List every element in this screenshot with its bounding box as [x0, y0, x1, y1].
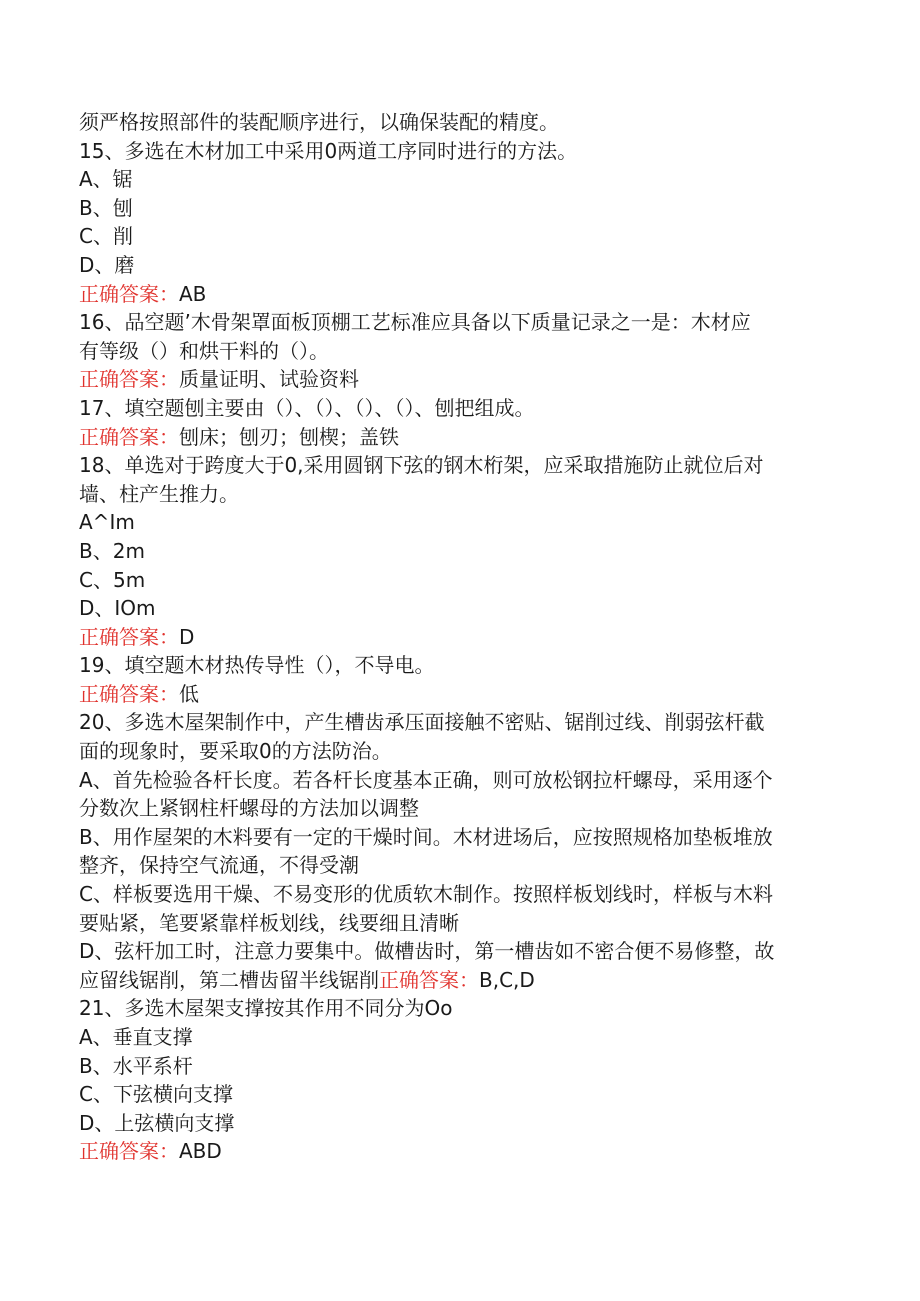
question-16-line-2: 有等级（）和烘干料的（）。 — [79, 338, 329, 363]
answer-label: 正确答案： — [79, 681, 179, 706]
question-15-option-b: B、刨 — [79, 195, 133, 220]
question-20-option-c-line-2: 要贴紧，笔要紧靠样板划线，线要细且清晰 — [79, 910, 459, 935]
question-15-option-d: D、磨 — [79, 252, 135, 277]
question-19: 19、填空题木材热传导性（），不导电。 — [79, 653, 435, 678]
answer-label: 正确答案： — [379, 967, 479, 992]
answer-value: 低 — [179, 681, 199, 706]
question-18-line-1: 18、单选对于跨度大于0,采用圆钢下弦的钢木桁架，应采取措施防止就位后对 — [79, 453, 764, 478]
question-18-answer — [79, 623, 839, 652]
question-19-answer — [79, 680, 839, 709]
question-21-answer — [79, 1137, 839, 1166]
question-17: 17、填空题刨主要由（）、（）、（）、（）、刨把组成。 — [79, 395, 535, 420]
answer-value: 刨床；刨刃；刨楔；盖铁 — [179, 424, 399, 449]
question-21-option-d: D、上弦横向支撑 — [79, 1110, 235, 1135]
answer-value: D — [179, 624, 195, 649]
document-body — [79, 108, 839, 1166]
question-18-option-c: C、5m — [79, 567, 146, 592]
option-d-tail: 应留线锯削，第二槽齿留半线锯削 — [79, 967, 379, 992]
question-20-line-1: 20、多选木屋架制作中，产生槽齿承压面接触不密贴、锯削过线、削弱弦杆截 — [79, 710, 765, 735]
answer-label: 正确答案： — [79, 624, 179, 649]
answer-value: AB — [179, 281, 207, 306]
question-21-option-c: C、下弦横向支撑 — [79, 1082, 233, 1107]
answer-value: 质量证明、试验资料 — [179, 367, 359, 392]
question-20-option-c-line-1: C、样板要选用干燥、不易变形的优质软木制作。按照样板划线时，样板与木料 — [79, 882, 773, 907]
question-16-answer — [79, 365, 839, 394]
question-20-option-a-line-2: 分数次上紧钢柱杆螺母的方法加以调整 — [79, 796, 419, 821]
question-20-line-2: 面的现象时，要采取0的方法防治。 — [79, 739, 392, 764]
answer-label: 正确答案： — [79, 281, 179, 306]
question-20-option-b-line-1: B、用作屋架的木料要有一定的干燥时间。木材进场后，应按照规格加垫板堆放 — [79, 824, 773, 849]
question-21: 21、多选木屋架支撑按其作用不同分为Oo — [79, 996, 453, 1021]
answer-label: 正确答案： — [79, 424, 179, 449]
question-20-option-d-line-1: D、弦杆加工时，注意力要集中。做槽齿时，第一槽齿如不密合便不易修整，故 — [79, 939, 775, 964]
question-21-option-b: B、水平系杆 — [79, 1053, 193, 1078]
question-20-option-b-line-2: 整齐，保持空气流通，不得受潮 — [79, 853, 359, 878]
question-18-option-a: A^Im — [79, 510, 135, 535]
question-17-answer — [79, 423, 839, 452]
question-18-line-2: 墙、柱产生推力。 — [79, 481, 239, 506]
answer-value: ABD — [179, 1139, 222, 1164]
question-20-option-a-line-1: A、首先检验各杆长度。若各杆长度基本正确，则可放松钢拉杆螺母，采用逐个 — [79, 767, 773, 792]
continuation-text: 须严格按照部件的装配顺序进行，以确保装配的精度。 — [79, 110, 559, 134]
question-15-option-c: C、削 — [79, 224, 133, 249]
answer-label: 正确答案： — [79, 1139, 179, 1164]
answer-value: B,C,D — [479, 967, 535, 992]
question-16-line-1: 16、品空题’木骨架罩面板顶棚工艺标准应具备以下质量记录之一是：木材应 — [79, 310, 751, 335]
question-15-answer — [79, 280, 839, 309]
question-15: 15、多选在木材加工中采用0两道工序同时进行的方法。 — [79, 138, 578, 163]
question-18-option-b: B、2m — [79, 538, 145, 563]
answer-label: 正确答案： — [79, 367, 179, 392]
question-20-option-d-line-2 — [79, 966, 839, 995]
question-15-option-a: A、锯 — [79, 167, 133, 192]
question-18-option-d: D、IOm — [79, 596, 156, 621]
question-21-option-a: A、垂直支撑 — [79, 1025, 193, 1049]
